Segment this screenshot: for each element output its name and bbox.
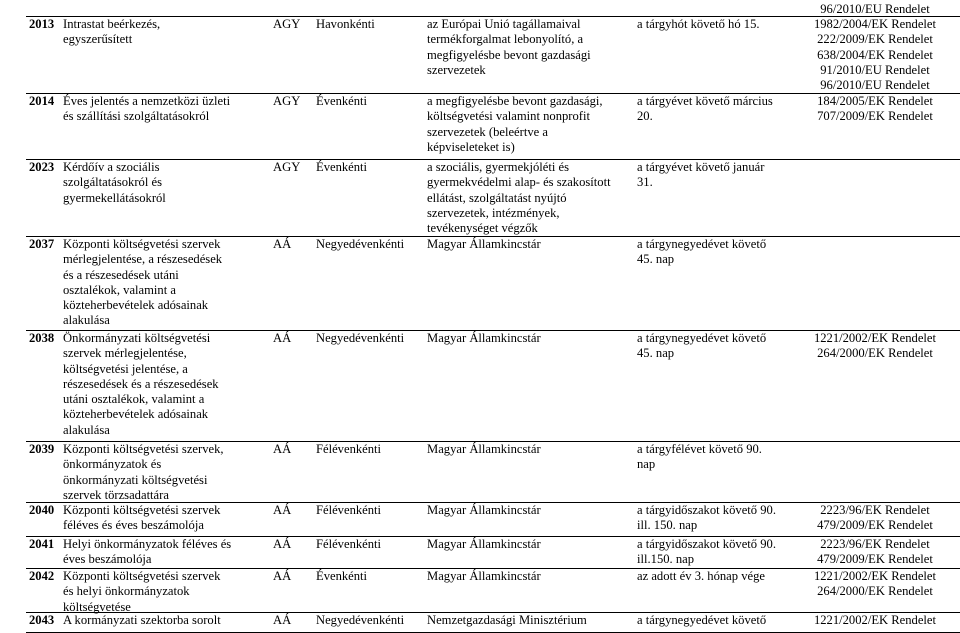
- row-name: [63, 537, 261, 568]
- row-organization-line: szervezetek: [427, 62, 486, 77]
- row-deadline-line: 31.: [637, 175, 653, 190]
- row-code: 2039: [29, 442, 55, 456]
- row-provider: AÁ: [273, 503, 292, 517]
- row-provider: AÁ: [273, 331, 292, 345]
- row-code: 2014: [29, 94, 55, 108]
- row-provider: AGY: [273, 160, 301, 174]
- row-frequency: Félévenkénti: [316, 537, 382, 551]
- row-provider: AÁ: [273, 537, 292, 551]
- row-deadline: [637, 569, 787, 584]
- row-regulations: [790, 331, 960, 362]
- row-name-line: Központi költségvetési szervek,: [63, 442, 224, 456]
- row-deadline-line: a tárgyidőszakot követő 90.: [637, 503, 776, 517]
- row-provider: AÁ: [273, 442, 292, 456]
- row-name-line: Központi költségvetési szervek: [63, 569, 221, 583]
- row-organization-line: költségvetési valamint nonprofit: [427, 109, 590, 124]
- row-deadline: [637, 160, 787, 191]
- row-frequency: Évenkénti: [316, 94, 368, 108]
- row-name-line: alakulása: [63, 313, 110, 328]
- row-deadline-line: a tárgynegyedévet követő: [637, 237, 767, 251]
- row-organization: [427, 331, 627, 346]
- row-code: 2037: [29, 237, 55, 251]
- row-organization-line: szervezetek (beleértve a: [427, 124, 548, 139]
- row-deadline-line: a tárgyhót követő hó 15.: [637, 17, 760, 31]
- row-deadline: [637, 503, 787, 534]
- row-name: [63, 569, 261, 615]
- row-regulations-line: 638/2004/EK Rendelet: [817, 47, 933, 62]
- row-name: [63, 237, 261, 329]
- row-provider: AÁ: [273, 613, 292, 627]
- row-regulations: [790, 569, 960, 600]
- row-deadline-line: a tárgyfélévet követő 90.: [637, 442, 762, 456]
- row-deadline: [637, 613, 787, 628]
- row-provider: AGY: [273, 17, 301, 31]
- row-code: 2041: [29, 537, 55, 551]
- row-name-line: Helyi önkormányzatok féléves és: [63, 537, 232, 551]
- row-provider: AÁ: [273, 237, 292, 251]
- row-code: 2013: [29, 17, 55, 31]
- row-name-line: közteherbevételek adósainak: [63, 407, 209, 422]
- row-frequency: Félévenkénti: [316, 442, 382, 456]
- row-name-line: osztalékok, valamint a: [63, 282, 176, 297]
- row-code: 2042: [29, 569, 55, 583]
- row-code: 2023: [29, 160, 55, 174]
- row-frequency: Havonkénti: [316, 17, 375, 31]
- row-regulations: [790, 17, 960, 93]
- row-organization-line: Nemzetgazdasági Minisztérium: [427, 613, 587, 627]
- row-name-line: szervek törzsadattára: [63, 487, 169, 502]
- row-organization-line: Magyar Államkincstár: [427, 503, 541, 517]
- row-organization-line: ellátást, szolgáltatást nyújtó: [427, 190, 567, 205]
- row-name-line: és a részesedések utáni: [63, 267, 179, 282]
- row-name-line: részesedések és a részesedések: [63, 376, 219, 391]
- row-deadline: [637, 537, 787, 568]
- row-deadline-line: 45. nap: [637, 346, 675, 361]
- row-organization: [427, 160, 627, 236]
- row-name-line: Önkormányzati költségvetési: [63, 331, 211, 345]
- row-organization-line: Magyar Államkincstár: [427, 331, 541, 345]
- row-deadline-line: a tárgynegyedévet követő: [637, 613, 767, 627]
- row-name-line: egyszerűsített: [63, 32, 133, 47]
- row-deadline: [637, 331, 787, 362]
- row-regulations-line: 96/2010/EU Rendelet: [820, 78, 930, 93]
- row-regulations-line: 184/2005/EK Rendelet: [817, 94, 933, 108]
- row-organization-line: a szociális, gyermekjóléti és: [427, 160, 569, 174]
- row-name-line: Intrastat beérkezés,: [63, 17, 161, 31]
- row-frequency: Negyedévenkénti: [316, 237, 405, 251]
- row-deadline-line: a tárgynegyedévet követő: [637, 331, 767, 345]
- row-regulations-line: 1221/2002/EK Rendelet: [813, 569, 937, 583]
- row-name-line: féléves és éves beszámolója: [63, 518, 204, 533]
- row-name-line: mérlegjelentése, a részesedések: [63, 252, 223, 267]
- row-deadline: [637, 94, 787, 125]
- row-regulations-line: 2223/96/EK Rendelet: [820, 503, 930, 517]
- row-frequency: Évenkénti: [316, 569, 368, 583]
- row-regulations: [790, 537, 960, 568]
- row-deadline-line: az adott év 3. hónap vége: [637, 569, 765, 583]
- row-organization: [427, 569, 627, 584]
- row-organization: [427, 237, 627, 252]
- row-regulations-line: 1221/2002/EK Rendelet: [813, 613, 937, 627]
- row-name-line: Éves jelentés a nemzetközi üzleti: [63, 94, 231, 108]
- row-name: [63, 94, 261, 125]
- row-organization: [427, 503, 627, 518]
- row-name-line: utáni osztalékok, valamint a: [63, 392, 205, 407]
- row-organization-line: Magyar Államkincstár: [427, 442, 541, 456]
- row-name: [63, 160, 261, 206]
- row-deadline-line: nap: [637, 457, 656, 472]
- row-name-line: Központi költségvetési szervek: [63, 237, 221, 251]
- row-regulations-line: 264/2000/EK Rendelet: [817, 346, 933, 361]
- row-deadline: [637, 442, 787, 473]
- row-name: [63, 503, 261, 534]
- row-regulations-line: 264/2000/EK Rendelet: [817, 584, 933, 599]
- row-deadline-line: ill.150. nap: [637, 552, 695, 567]
- row-regulations-line: 1982/2004/EK Rendelet: [813, 17, 937, 31]
- row-provider: AÁ: [273, 569, 292, 583]
- row-frequency: Negyedévenkénti: [316, 613, 405, 627]
- row-organization-line: tevékenységet végzők: [427, 221, 538, 236]
- row-name-line: Központi költségvetési szervek: [63, 503, 221, 517]
- row-organization: [427, 537, 627, 552]
- row-deadline: [637, 17, 787, 32]
- row-organization-line: Magyar Államkincstár: [427, 569, 541, 583]
- row-code: 2043: [29, 613, 55, 627]
- row-name-line: gyermekellátásokról: [63, 190, 166, 205]
- row-name-line: közteherbevételek adósainak: [63, 298, 209, 313]
- row-code: 2040: [29, 503, 55, 517]
- row-name: [63, 17, 261, 48]
- row-organization: [427, 442, 627, 457]
- row-deadline-line: a tárgyidőszakot követő 90.: [637, 537, 776, 551]
- row-regulations: [790, 503, 960, 534]
- row-name: [63, 613, 283, 628]
- row-regulations: [790, 94, 960, 125]
- row-organization-line: termékforgalmat lebonyolító, a: [427, 32, 584, 47]
- row-regulations-line: 222/2009/EK Rendelet: [817, 32, 933, 47]
- row-name: [63, 331, 261, 438]
- row-organization: [427, 94, 627, 155]
- row-deadline-line: ill. 150. nap: [637, 518, 698, 533]
- row-name-line: önkormányzati költségvetési: [63, 472, 208, 487]
- row-frequency: Negyedévenkénti: [316, 331, 405, 345]
- row-name-line: alakulása: [63, 422, 110, 437]
- row-name-line: szolgáltatásokról és: [63, 175, 162, 190]
- row-organization-line: az Európai Unió tagállamaival: [427, 17, 581, 31]
- row-regulations-line: 479/2009/EK Rendelet: [817, 518, 933, 533]
- row-name-line: és helyi önkormányzatok: [63, 584, 190, 599]
- row-name-line: és szállítási szolgáltatásokról: [63, 109, 210, 124]
- row-regulations-line: 1221/2002/EK Rendelet: [813, 331, 937, 345]
- row-organization-line: Magyar Államkincstár: [427, 537, 541, 551]
- row-regulations-line: 479/2009/EK Rendelet: [817, 552, 933, 567]
- row-frequency: Félévenkénti: [316, 503, 382, 517]
- row-regulations-line: 91/2010/EU Rendelet: [820, 62, 930, 77]
- row-provider: AGY: [273, 94, 301, 108]
- row-deadline-line: 45. nap: [637, 252, 675, 267]
- row-organization-line: Magyar Államkincstár: [427, 237, 541, 251]
- row-regulations-line: 2223/96/EK Rendelet: [820, 537, 930, 551]
- row-deadline-line: a tárgyévet követő március: [637, 94, 773, 108]
- row-organization: [427, 17, 627, 78]
- row-organization-line: képviseleteket is): [427, 139, 515, 154]
- row-name-line: költségvetési jelentése, a: [63, 361, 188, 376]
- row-organization: [427, 613, 627, 628]
- row-code: 2038: [29, 331, 55, 345]
- row-organization-line: megfigyelésbe bevont gazdasági: [427, 47, 591, 62]
- row-organization-line: gyermekvédelmi alap- és szakosított: [427, 175, 611, 190]
- row-name-line: szervek mérlegjelentése,: [63, 346, 187, 361]
- row-deadline-line: 20.: [637, 109, 653, 124]
- row-name-line: költségvetése: [63, 599, 131, 614]
- row-frequency: Évenkénti: [316, 160, 368, 174]
- row-organization-line: a megfigyelésbe bevont gazdasági,: [427, 94, 603, 108]
- row-organization-line: szervezetek, intézmények,: [427, 205, 560, 220]
- row-regulations-line: 707/2009/EK Rendelet: [817, 109, 933, 124]
- continued-regulation: 96/2010/EU Rendelet: [820, 2, 930, 16]
- row-name-line: Kérdőív a szociális: [63, 160, 160, 174]
- row-deadline-line: a tárgyévet követő január: [637, 160, 765, 174]
- row-name: [63, 442, 261, 503]
- row-name-line: A kormányzati szektorba sorolt: [63, 613, 221, 627]
- row-regulations: [790, 613, 960, 628]
- row-deadline: [637, 237, 787, 268]
- row-name-line: éves beszámolója: [63, 552, 152, 567]
- row-name-line: önkormányzatok és: [63, 457, 162, 472]
